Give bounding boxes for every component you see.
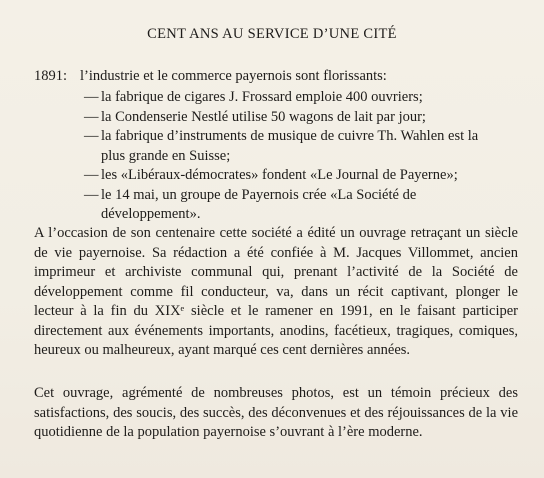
dash-marker: —	[84, 108, 99, 125]
list-item-text: la Condenserie Nestlé utilise 50 wagons de lait par jour;	[101, 108, 426, 125]
list-item-text: la fabrique de cigares J. Frossard emploie 400 ouvriers;	[101, 89, 423, 105]
dash-marker: —	[84, 128, 99, 144]
list-item	[0, 127, 501, 166]
page-title: CENT ANS AU SERVICE D’UNE CITÉ	[147, 26, 397, 42]
paragraph-centenary: A l’occasion de son centenaire cette société a édité un ouvrage retraçant un siècle de vie payernoise. Sa rédaction a été confiée à M. Jacques Villommet, ancien imprimeur et archiviste communal qui, prenant l’activité de la Société de développement comme fil conducteur, va, dans un récit captivant, plonger le lecteur à la fin du XIXᵉ siècle et le ramener en 1991, en le faisant participer directement aux événements importants, anodins, facétieux, tragiques, comiques, heureux ou malheureux, ayant marqué ces cent dernières années.	[34, 225, 518, 358]
list-item	[0, 88, 501, 108]
year-label: 1891:	[34, 68, 68, 84]
list-item	[0, 186, 501, 225]
list-item-text: les «Libéraux-démocrates» fondent «Le Journal de Payerne»;	[101, 167, 458, 183]
dash-marker: —	[84, 186, 99, 203]
dash-marker: —	[84, 167, 99, 183]
event-list	[0, 88, 544, 225]
paragraph-book: Cet ouvrage, agrémenté de nombreuses photos, est un témoin précieux des satisfactions, des soucis, des succès, des déconvenues et des réjouissances de la vie quotidienne de la population payernoise s’ouvrant à l’ère moderne.	[34, 385, 518, 440]
list-item	[0, 108, 501, 128]
list-item-text: le 14 mai, un groupe de Payernois crée «La Société de développement».	[101, 186, 417, 222]
dash-marker: —	[84, 89, 99, 105]
intro-line: l’industrie et le commerce payernois sont florissants:	[80, 68, 387, 84]
list-item	[0, 166, 501, 186]
list-item-text: la fabrique d’instruments de musique de cuivre Th. Wahlen est la plus grande en Suisse;	[101, 128, 479, 164]
